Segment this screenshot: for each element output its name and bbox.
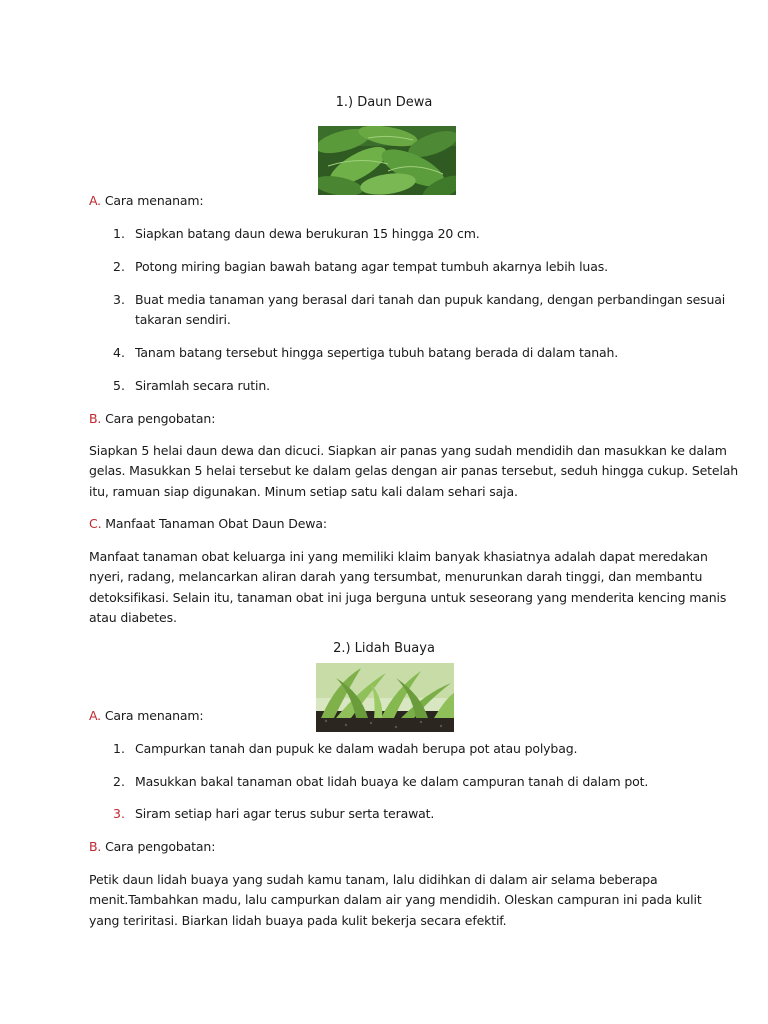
section-1-title: 1.) Daun Dewa	[335, 95, 433, 110]
section-2-b-heading: B. Cara pengobatan:	[89, 839, 216, 854]
list-item-number: 2.	[113, 774, 125, 789]
list-item-number: 2.	[113, 259, 125, 274]
lidah-buaya-photo	[316, 663, 454, 732]
section-2-a-heading: A. Cara menanam:	[89, 708, 204, 723]
daun-dewa-image	[318, 126, 456, 195]
list-item-continuation: takaran sendiri.	[135, 312, 231, 327]
list-item: Tanam batang tersebut hingga sepertiga tubuh batang berada di dalam tanah.	[135, 345, 619, 360]
list-item-number: 3.	[113, 292, 125, 307]
section-1-c-paragraph: Manfaat tanaman obat keluarga ini yang memiliki klaim banyak khasiatnya adalah dapat meredakan nyeri, radang, melancarkan aliran darah yang tersumbat, menurunkan darah tinggi, dan membantu detoksifikasi. Selain itu, tanaman obat ini juga berguna untuk seseorang yang menderita kencing manis atau diabetes.	[89, 549, 727, 625]
list-item-number: 1.	[113, 226, 125, 241]
list-item: Siapkan batang daun dewa berukuran 15 hingga 20 cm.	[135, 226, 480, 241]
list-item: Potong miring bagian bawah batang agar tempat tumbuh akarnya lebih luas.	[135, 259, 608, 274]
lidah-buaya-image	[316, 663, 454, 732]
list-item: Masukkan bakal tanaman obat lidah buaya ke dalam campuran tanah di dalam pot.	[135, 774, 649, 789]
daun-dewa-photo	[318, 126, 456, 195]
section-2-b-paragraph: Petik daun lidah buaya yang sudah kamu tanam, lalu didihkan di dalam air selama beberapa menit.Tambahkan madu, lalu campurkan dalam air yang mendidih. Oleskan campuran ini pada kulit yang teriritasi. Biarkan lidah buaya pada kulit bekerja secara efektif.	[89, 872, 702, 928]
list-item: Siram setiap hari agar terus subur serta terawat.	[135, 806, 435, 821]
list-item: Siramlah secara rutin.	[135, 378, 270, 393]
list-item-number: 4.	[113, 345, 125, 360]
section-1-c-heading: C. Manfaat Tanaman Obat Daun Dewa:	[89, 516, 327, 531]
list-item-number: 3.	[113, 806, 125, 821]
section-1-a-heading: A. Cara menanam:	[89, 193, 204, 208]
section-1-b-heading: B. Cara pengobatan:	[89, 411, 216, 426]
list-item: Buat media tanaman yang berasal dari tanah dan pupuk kandang, dengan perbandingan sesuai	[135, 292, 726, 307]
list-item: Campurkan tanah dan pupuk ke dalam wadah berupa pot atau polybag.	[135, 741, 578, 756]
section-1-b-paragraph: Siapkan 5 helai daun dewa dan dicuci. Siapkan air panas yang sudah mendidih dan masukkan ke dalam gelas. Masukkan 5 helai tersebut ke dalam gelas dengan air panas tersebut, seduh hingga cukup. Setelah itu, ramuan siap digunakan. Minum setiap satu kali dalam sehari saja.	[89, 443, 739, 499]
list-item-number: 1.	[113, 741, 125, 756]
section-2-title: 2.) Lidah Buaya	[333, 641, 435, 656]
list-item-number: 5.	[113, 378, 125, 393]
